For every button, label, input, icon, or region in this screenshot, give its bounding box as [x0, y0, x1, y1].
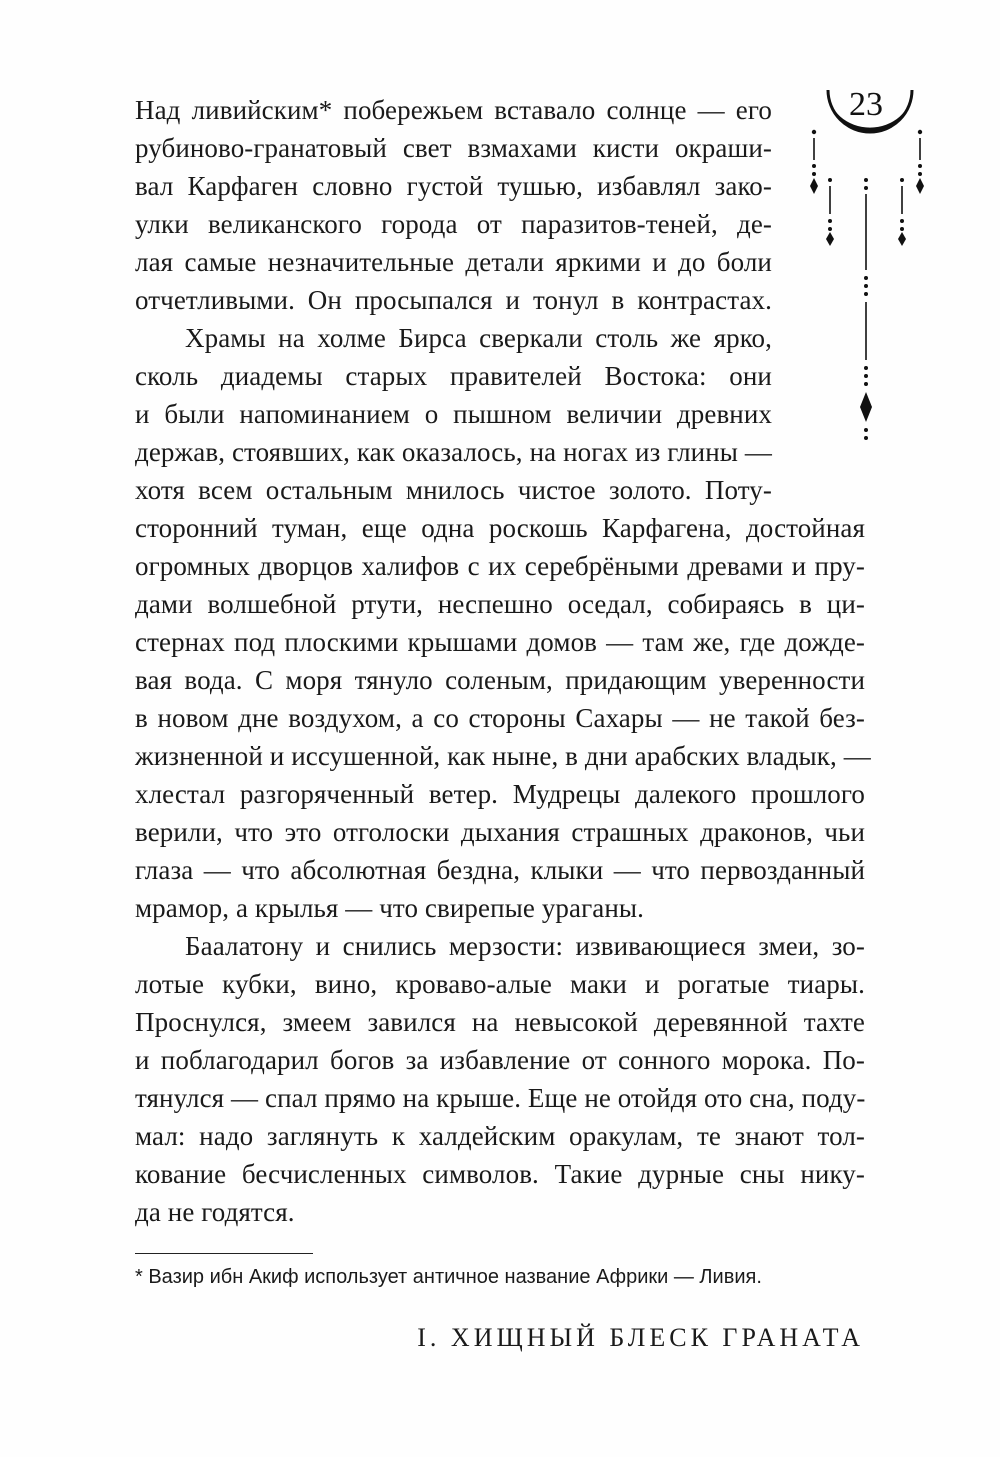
- text-line: отчетливыми. Он просыпался и тонул в контрастах.: [135, 285, 772, 315]
- text-line: держав, стоявших, как оказалось, на ногах из глины —: [135, 437, 772, 467]
- text-line: жизненной и иссушенной, как ныне, в дни арабских владык, —: [135, 741, 871, 771]
- text-line: кование бесчисленных символов. Такие дурные сны нику-: [135, 1159, 865, 1189]
- text-line: в новом дне воздухом, а со стороны Сахары — не такой без-: [135, 703, 865, 733]
- text-line: хотя всем остальным мнилось чистое золото. Поту-: [135, 475, 772, 505]
- text-line: сторонний туман, еще одна роскошь Карфагена, достойная: [135, 513, 865, 543]
- text-line: сколь диадемы старых правителей Востока: они: [135, 361, 772, 391]
- chain-left-outer: [810, 130, 818, 194]
- chain-center: [860, 178, 872, 440]
- crescent-moon-ornament-icon: [800, 80, 940, 450]
- text-line: вая вода. С моря тянуло соленым, придающим уверенности: [135, 665, 865, 695]
- running-footer-chapter-title: I. ХИЩНЫЙ БЛЕСК ГРАНАТА: [417, 1323, 864, 1352]
- chain-right-inner: [898, 178, 906, 246]
- text-line: и были напоминанием о пышном величии древних: [135, 399, 772, 429]
- text-line: глаза — что абсолютная бездна, клыки — что первозданный: [135, 855, 865, 885]
- text-line: рубиново-гранатовый свет взмахами кисти окраши-: [135, 133, 772, 163]
- text-line: лотые кубки, вино, кроваво-алые маки и рогатые тиары.: [135, 969, 865, 999]
- page-number: 23: [849, 86, 883, 123]
- text-line: дами волшебной ртути, неспешно оседал, собираясь в ци-: [135, 589, 865, 619]
- text-line: хлестал разгоряченный ветер. Мудрецы далекого прошлого: [135, 779, 865, 809]
- text-line: мрамор, а крылья — что свирепые ураганы.: [135, 893, 644, 923]
- footnote: * Вазир ибн Акиф использует античное название Африки — Ливия.: [135, 1266, 762, 1288]
- text-line: Храмы на холме Бирса сверкали столь же ярко,: [185, 323, 772, 353]
- text-line: стернах под плоскими крышами домов — там же, где дожде-: [135, 627, 865, 657]
- text-line: мал: надо заглянуть к халдейским оракулам, те знают тол-: [135, 1121, 865, 1151]
- text-line: Баалатону и снились мерзости: извивающиеся змеи, зо-: [185, 931, 865, 961]
- text-line: и поблагодарил богов за избавление от сонного морока. По-: [135, 1045, 865, 1075]
- text-line: Над ливийским* побережьем вставало солнце — его: [135, 95, 772, 125]
- chain-left-inner: [826, 178, 834, 246]
- text-line: верили, что это отголоски дыхания страшных драконов, чьи: [135, 817, 865, 847]
- text-line: тянулся — спал прямо на крыше. Еще не отойдя ото сна, поду-: [135, 1083, 866, 1113]
- text-line: вал Карфаген словно густой тушью, избавлял зако-: [135, 171, 772, 201]
- text-line: Проснулся, змеем завился на невысокой деревянной тахте: [135, 1007, 865, 1037]
- text-line: улки великанского города от паразитов-теней, де-: [135, 209, 772, 239]
- text-line: огромных дворцов халифов с их серебрёными древами и пру-: [135, 551, 865, 581]
- text-line: лая самые незначительные детали яркими и до боли: [135, 247, 772, 277]
- text-line: да не годятся.: [135, 1197, 295, 1227]
- chain-right-outer: [916, 130, 924, 194]
- footnote-divider: [135, 1253, 313, 1254]
